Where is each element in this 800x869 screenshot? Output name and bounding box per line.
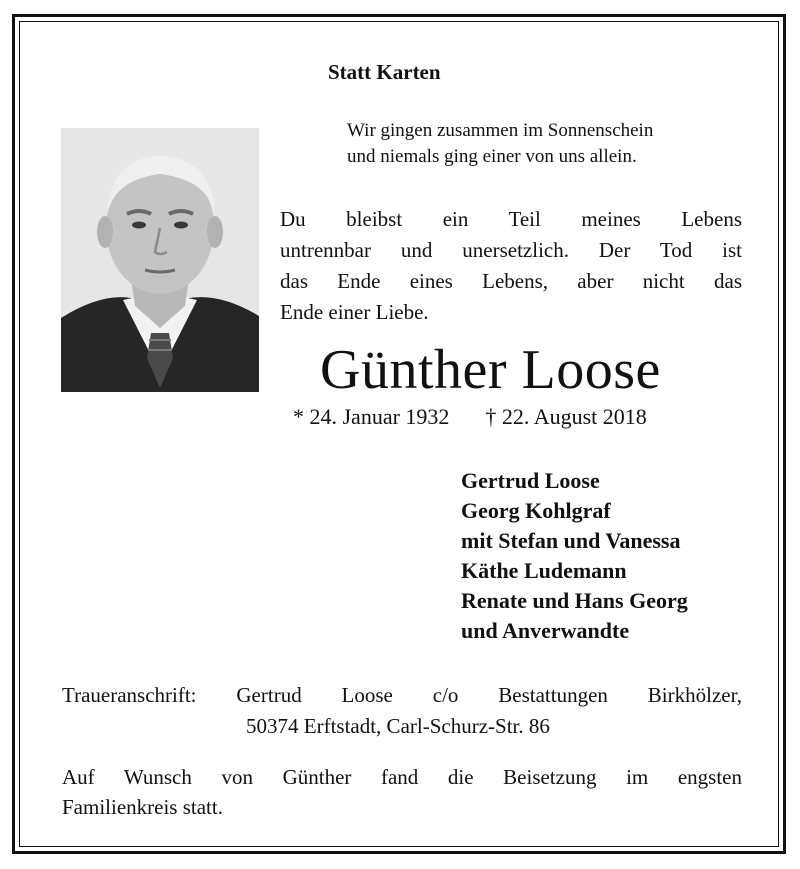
quote-line: das Ende eines Lebens, aber nicht das: [280, 269, 742, 293]
headline-text: Statt Karten: [328, 60, 441, 84]
death-date: † 22. August 2018: [485, 404, 647, 429]
note-line: Familienkreis statt.: [62, 795, 223, 819]
note-line: Auf Wunsch von Günther fand die Beisetzung im engsten: [62, 765, 742, 789]
mourner-line: Georg Kohlgraf: [461, 498, 611, 523]
mourner-line: mit Stefan und Vanessa: [461, 528, 681, 553]
portrait-illustration: [61, 128, 259, 392]
address-line-2: 50374 Erftstadt, Carl-Schurz-Str. 86: [246, 714, 550, 738]
quote-line: Du bleibst ein Teil meines Lebens: [280, 207, 742, 231]
life-dates: [293, 402, 647, 432]
address-line-1: Traueranschrift: Gertrud Loose c/o Bestattungen Birkhölzer,: [62, 683, 742, 707]
mourner-line: Gertrud Loose: [461, 468, 600, 493]
mourning-address: [62, 680, 742, 742]
mourner-line: Käthe Ludemann: [461, 558, 627, 583]
mourner-line: und Anverwandte: [461, 618, 630, 643]
poem: [347, 118, 747, 170]
portrait-photo: [61, 128, 259, 392]
quote: [280, 204, 742, 328]
burial-note: [62, 762, 742, 822]
mourners-list: [461, 466, 688, 646]
birth-date: * 24. Januar 1932: [293, 404, 450, 429]
quote-line: Ende einer Liebe.: [280, 300, 429, 324]
mourner-line: Renate und Hans Georg: [461, 588, 688, 613]
quote-line: untrennbar und unersetzlich. Der Tod ist: [280, 238, 742, 262]
deceased-name: Günther Loose: [320, 339, 661, 401]
poem-line: und niemals ging einer von uns allein.: [347, 146, 637, 167]
poem-line: Wir gingen zusammen im Sonnenschein: [347, 120, 654, 141]
